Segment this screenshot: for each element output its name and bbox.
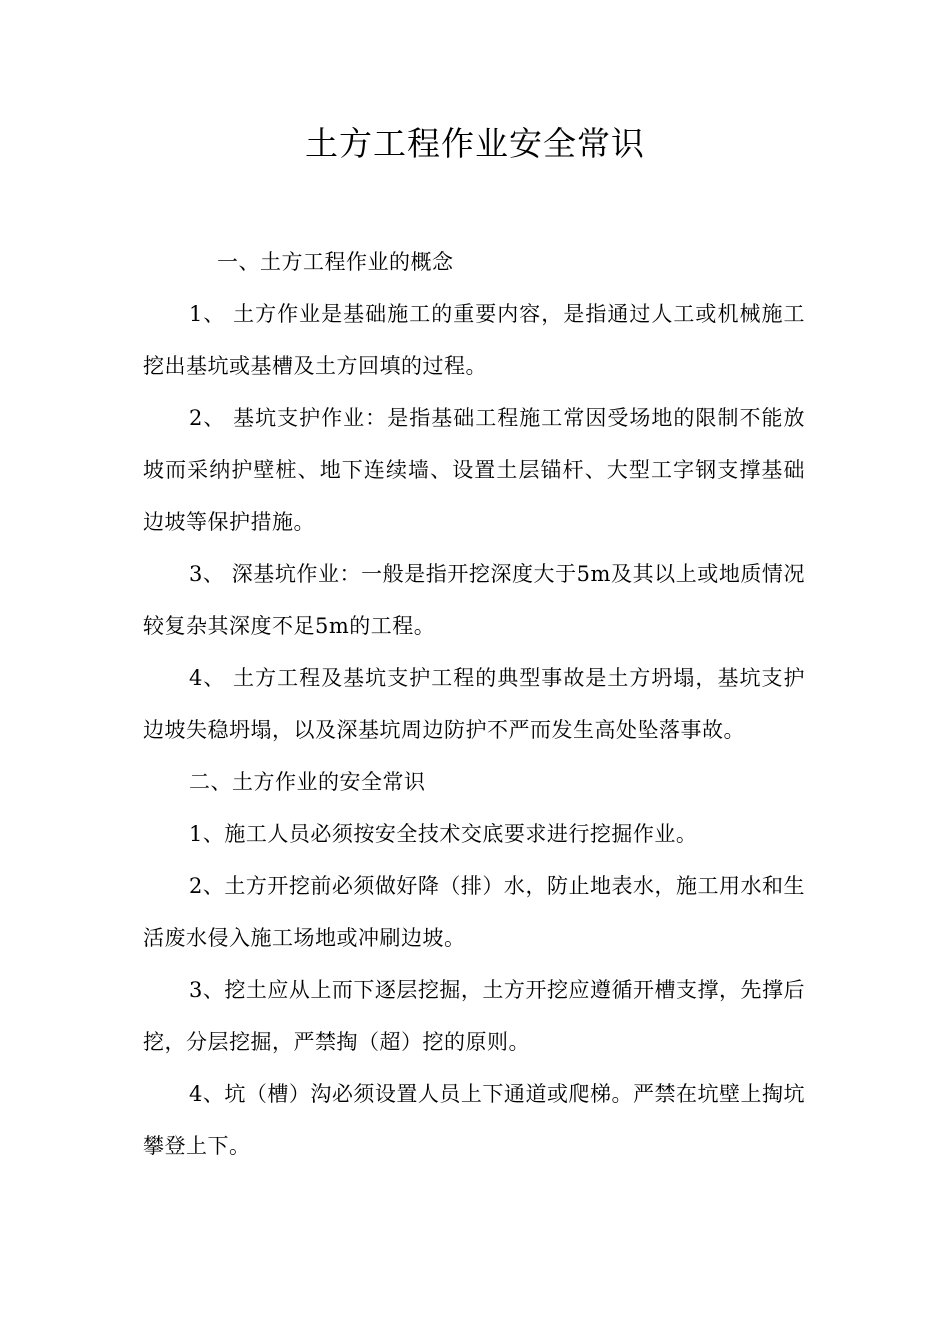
paragraph: 2、 基坑支护作业：是指基础工程施工常因受场地的限制不能放坡而采纳护壁桩、地下连续墙、设置土层锚杆、大型工字钢支撑基础边坡等保护措施。	[143, 406, 805, 534]
document-title: 土方工程作业安全常识	[305, 124, 645, 163]
paragraph: 3、挖土应从上而下逐层挖掘，土方开挖应遵循开槽支撑，先撑后挖，分层挖掘，严禁掏（超）挖的原则。	[143, 978, 805, 1054]
paragraph: 3、 深基坑作业：一般是指开挖深度大于5m及其以上或地质情况较复杂其深度不足5m的工程。	[143, 562, 805, 638]
section-heading-2: 二、土方作业的安全常识	[189, 770, 426, 794]
section-heading-1: 一、土方工程作业的概念	[217, 250, 454, 274]
paragraph: 4、坑（槽）沟必须设置人员上下通道或爬梯。严禁在坑壁上掏坑攀登上下。	[143, 1082, 805, 1158]
paragraph: 1、 土方作业是基础施工的重要内容，是指通过人工或机械施工挖出基坑或基槽及土方回填的过程。	[143, 302, 805, 378]
paragraph: 1、施工人员必须按安全技术交底要求进行挖掘作业。	[189, 822, 698, 846]
document-body	[143, 236, 805, 1172]
paragraph: 2、土方开挖前必须做好降（排）水，防止地表水，施工用水和生活废水侵入施工场地或冲刷边坡。	[143, 874, 805, 950]
paragraph: 4、 土方工程及基坑支护工程的典型事故是土方坍塌，基坑支护边坡失稳坍塌，以及深基坑周边防护不严而发生高处坠落事故。	[143, 666, 805, 742]
